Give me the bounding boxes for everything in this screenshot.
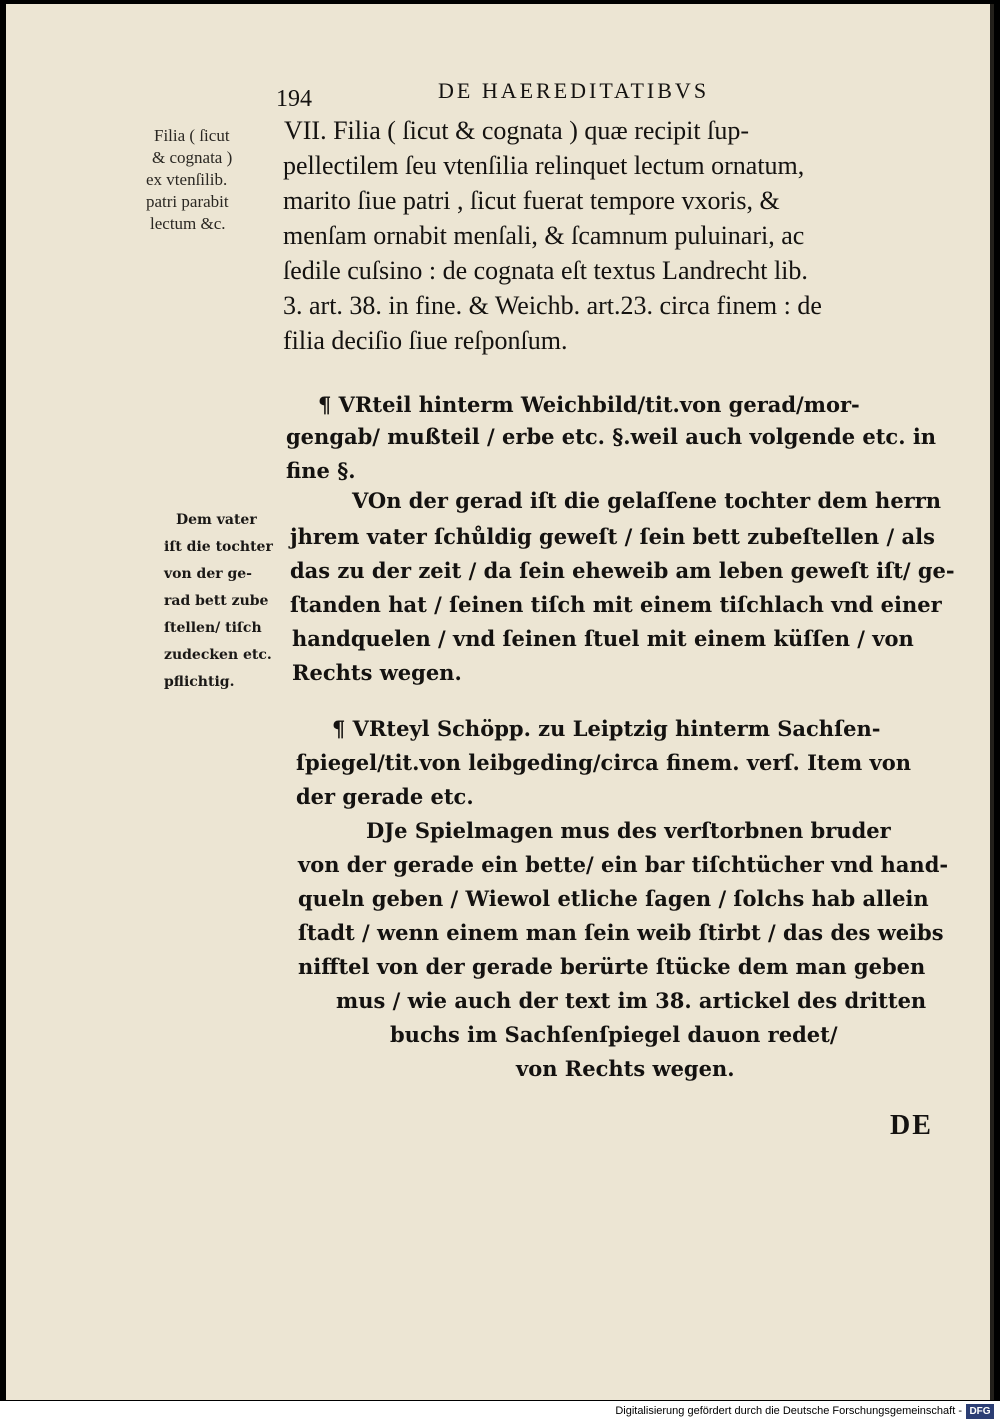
text-line: pellectilem ſeu vtenſilia relinquet lectum ornatum, bbox=[283, 151, 805, 180]
margin-line: ſtellen/ tiſch bbox=[164, 620, 262, 636]
text-line: ſtadt / wenn einem man ſein weib ſtirbt / das des weibs bbox=[298, 920, 944, 945]
text-line: fine §. bbox=[286, 458, 356, 483]
footer-credit: Digitalisierung gefördert durch die Deutsche Forschungsgemeinschaft - bbox=[615, 1405, 962, 1417]
text-line: ſtanden hat / ſeinen tiſch mit einem tiſchlach vnd einer bbox=[290, 592, 942, 617]
margin-line: pflichtig. bbox=[164, 674, 235, 690]
text-line: VII. Filia ( ſicut & cognata ) quæ recipit ſup- bbox=[284, 116, 749, 145]
text-line: filia deciſio ſiue reſponſum. bbox=[283, 326, 568, 355]
margin-line: & cognata ) bbox=[152, 148, 233, 167]
text-line: handquelen / vnd ſeinen ſtuel mit einem küſſen / von bbox=[292, 626, 914, 651]
catchword: DE bbox=[890, 1110, 933, 1141]
margin-line: von der ge- bbox=[164, 566, 252, 582]
margin-line: Dem vater bbox=[176, 512, 257, 528]
text-line: Rechts wegen. bbox=[292, 660, 462, 685]
text-line: buchs im Sachſenſpiegel dauon redet/ bbox=[390, 1022, 838, 1047]
text-line: von Rechts wegen. bbox=[516, 1056, 735, 1081]
page-number: 194 bbox=[276, 86, 312, 112]
margin-line: ex vtenſilib. bbox=[146, 170, 228, 189]
text-line: 3. art. 38. in fine. & Weichb. art.23. circa finem : de bbox=[283, 291, 822, 320]
margin-line: Filia ( ſicut bbox=[154, 126, 230, 145]
text-line: ¶ VRteil hinterm Weichbild/tit.von gerad/mor- bbox=[318, 392, 860, 417]
margin-line: rad bett zube bbox=[164, 593, 269, 609]
text-line: das zu der zeit / da ſein eheweib am leben geweſt iſt/ ge- bbox=[290, 558, 955, 583]
text-line: der gerade etc. bbox=[296, 784, 474, 809]
dfg-logo-icon: DFG bbox=[966, 1404, 994, 1419]
text-line: jhrem vater ſchůldig geweſt / ſein bett zubeſtellen / als bbox=[290, 524, 935, 549]
text-line: gengab/ mußteil / erbe etc. §.weil auch volgende etc. in bbox=[286, 424, 937, 449]
text-line: ſedile cuſsino : de cognata eſt textus Landrecht lib. bbox=[283, 256, 808, 285]
text-line: ¶ VRteyl Schöpp. zu Leiptzig hinterm Sachſen- bbox=[332, 716, 881, 741]
text-line: ſpiegel/tit.von leibgeding/circa finem. verſ. Item von bbox=[296, 750, 911, 775]
text-line: nifftel von der gerade berürte ſtücke dem man geben bbox=[298, 954, 926, 979]
margin-line: patri parabit bbox=[146, 192, 229, 211]
text-line: marito ſiue patri , ſicut fuerat tempore vxoris, & bbox=[283, 186, 780, 215]
text-line: DJe Spielmagen mus des verſtorbnen bruder bbox=[366, 818, 891, 843]
text-line: VOn der gerad iſt die gelaſſene tochter dem herrn bbox=[352, 488, 942, 513]
text-line: mus / wie auch der text im 38. artickel des dritten bbox=[336, 988, 927, 1013]
text-line: menſam ornabit menſali, & ſcamnum puluinari, ac bbox=[283, 221, 805, 250]
text-line: queln geben / Wiewol etliche ſagen / ſolchs hab allein bbox=[298, 886, 929, 911]
margin-line: zudecken etc. bbox=[164, 647, 272, 663]
running-title: DE HAEREDITATIBVS bbox=[438, 78, 710, 103]
text-line: von der gerade ein bette/ ein bar tiſchtücher vnd hand- bbox=[298, 852, 949, 877]
margin-line: lectum &c. bbox=[150, 214, 226, 233]
margin-line: iſt die tochter bbox=[164, 539, 273, 555]
